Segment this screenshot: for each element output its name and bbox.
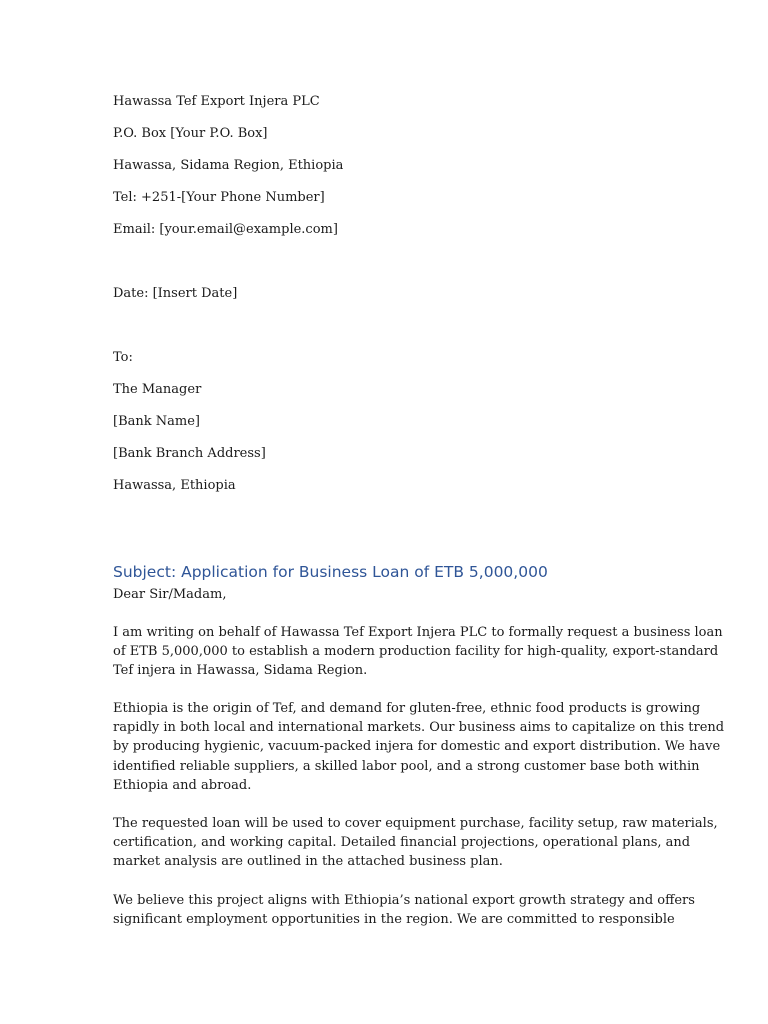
paragraph-line: significant employment opportunities in the region. We are committed to responsible: [113, 912, 675, 928]
paragraph-line: Ethiopia is the origin of Tef, and demand for gluten-free, ethnic food products is growing: [113, 701, 701, 716]
sender-po-box: P.O. Box [Your P.O. Box]: [113, 126, 268, 141]
recipient-title: The Manager: [113, 382, 202, 397]
body-paragraph-2: [113, 699, 725, 795]
paragraph-line: identified reliable suppliers, a skilled labor pool, and a strong customer base both within: [113, 758, 700, 774]
paragraph-line: of ETB 5,000,000 to establish a modern production facility for high-quality, export-standard: [113, 644, 719, 660]
paragraph-line: Tef injera in Hawassa, Sidama Region.: [113, 663, 368, 679]
salutation: Dear Sir/Madam,: [113, 587, 227, 602]
paragraph-line: rapidly in both local and international markets. Our business aims to capitalize on this trend: [113, 720, 725, 736]
sender-company: Hawassa Tef Export Injera PLC: [113, 94, 320, 109]
recipient-bank-name: [Bank Name]: [113, 414, 200, 429]
paragraph-line: market analysis are outlined in the attached business plan.: [113, 854, 503, 870]
body-paragraph-1: [113, 623, 723, 681]
letter-subject: Subject: Application for Business Loan of ETB 5,000,000: [113, 563, 548, 581]
paragraph-line: The requested loan will be used to cover equipment purchase, facility setup, raw materials,: [113, 816, 718, 831]
paragraph-line: We believe this project aligns with Ethiopia’s national export growth strategy and offers: [113, 893, 695, 908]
paragraph-line: I am writing on behalf of Hawassa Tef Export Injera PLC to formally request a business loan: [113, 625, 723, 640]
recipient-bank-address: [Bank Branch Address]: [113, 446, 266, 461]
body-paragraph-4: [113, 891, 695, 929]
recipient-city: Hawassa, Ethiopia: [113, 478, 236, 493]
sender-tel: Tel: +251-[Your Phone Number]: [113, 190, 325, 205]
recipient-to: To:: [113, 350, 133, 365]
letter-date: Date: [Insert Date]: [113, 286, 238, 301]
paragraph-line: by producing hygienic, vacuum-packed injera for domestic and export distribution. We have: [113, 739, 721, 755]
sender-email: Email: [your.email@example.com]: [113, 222, 338, 237]
body-paragraph-3: [113, 814, 718, 872]
paragraph-line: certification, and working capital. Detailed financial projections, operational plans, and: [113, 835, 691, 851]
paragraph-line: Ethiopia and abroad.: [113, 777, 252, 793]
sender-location: Hawassa, Sidama Region, Ethiopia: [113, 158, 344, 173]
